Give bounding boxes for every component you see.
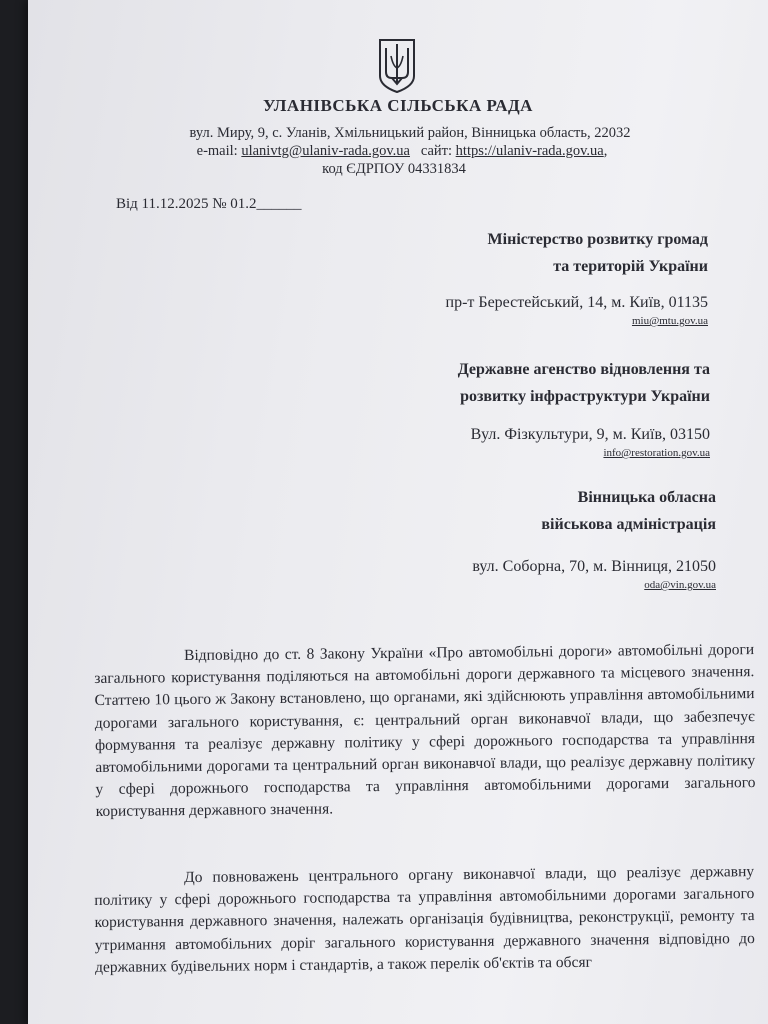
body-paragraph: Відповідно до ст. 8 Закону України «Про автомобільні дороги» автомобільні дороги загального користування поділяються на автомобільні дороги державного та місцевого значення. Статтею 10 цього ж Закону встановлено, що органами, які здійснюють управління автомобільними дорогами загального користування, є: центральний орган виконавчої влади, що забезпечує формування та реалізує державну політику у сфері дорожнього господарства та управління автомобільними дорогами та центральний орган виконавчої влади, що реалізує державну політику у сфері дорожнього господарства та управління автомобільними дорогами загального користування державного значення.: [94, 641, 756, 821]
email-label: e-mail:: [196, 143, 238, 159]
recipient-name: Державне агенство відновлення та: [457, 361, 710, 378]
recipient-email-link[interactable]: oda@vin.gov.ua: [644, 579, 716, 591]
recipient-block: [458, 356, 710, 460]
recipient-name: Вінницька обласна: [577, 489, 716, 506]
recipient-block: [446, 226, 709, 328]
recipient-block: [472, 484, 716, 592]
council-contacts: e-mail: ulanivtg@ulaniv-rada.gov.ua сайт: https://ulaniv-rada.gov.ua,: [196, 143, 608, 159]
recipient-name: Міністерство розвитку громад: [487, 231, 708, 248]
council-edrpou: код ЄДРПОУ 04331834: [322, 161, 466, 177]
recipient-address: вул. Соборна, 70, м. Вінниця, 21050: [472, 558, 716, 575]
council-email-link[interactable]: ulanivtg@ulaniv-rada.gov.ua: [241, 143, 410, 159]
recipient-email-link[interactable]: miu@mtu.gov.ua: [631, 315, 708, 327]
council-site-link[interactable]: https://ulaniv-rada.gov.ua: [455, 143, 604, 159]
letter-page: [28, 0, 768, 1024]
site-label: сайт:: [420, 143, 453, 159]
council-name: УЛАНІВСЬКА СІЛЬСЬКА РАДА: [263, 96, 533, 115]
recipient-email-link[interactable]: info@restoration.gov.ua: [603, 447, 710, 459]
council-address: вул. Миру, 9, с. Уланів, Хмільницький район, Вінницька область, 22032: [189, 125, 631, 141]
recipient-address: пр-т Берестейський, 14, м. Київ, 01135: [445, 294, 708, 311]
trident-emblem-icon: [378, 38, 416, 94]
recipient-address: Вул. Фізкультури, 9, м. Київ, 03150: [470, 426, 710, 443]
recipient-name: військова адміністрація: [541, 516, 716, 533]
recipient-name: розвитку інфраструктури України: [460, 388, 710, 405]
outgoing-reference: Від 11.12.2025 № 01.2______: [116, 196, 302, 212]
recipient-name: та територій України: [553, 258, 708, 275]
body-paragraph: До повноважень центрального органу виконавчої влади, що реалізує державну політику у сфері дорожнього господарства та управління автомобільними дорогами загального користування державного значення, належать організація будівництва, реконструкції, ремонту та утримання автомобільних доріг загального користування державного значення відповідно до державних будівельних норм і стандартів, а також перелік об'єктів та обсяг: [94, 863, 755, 976]
